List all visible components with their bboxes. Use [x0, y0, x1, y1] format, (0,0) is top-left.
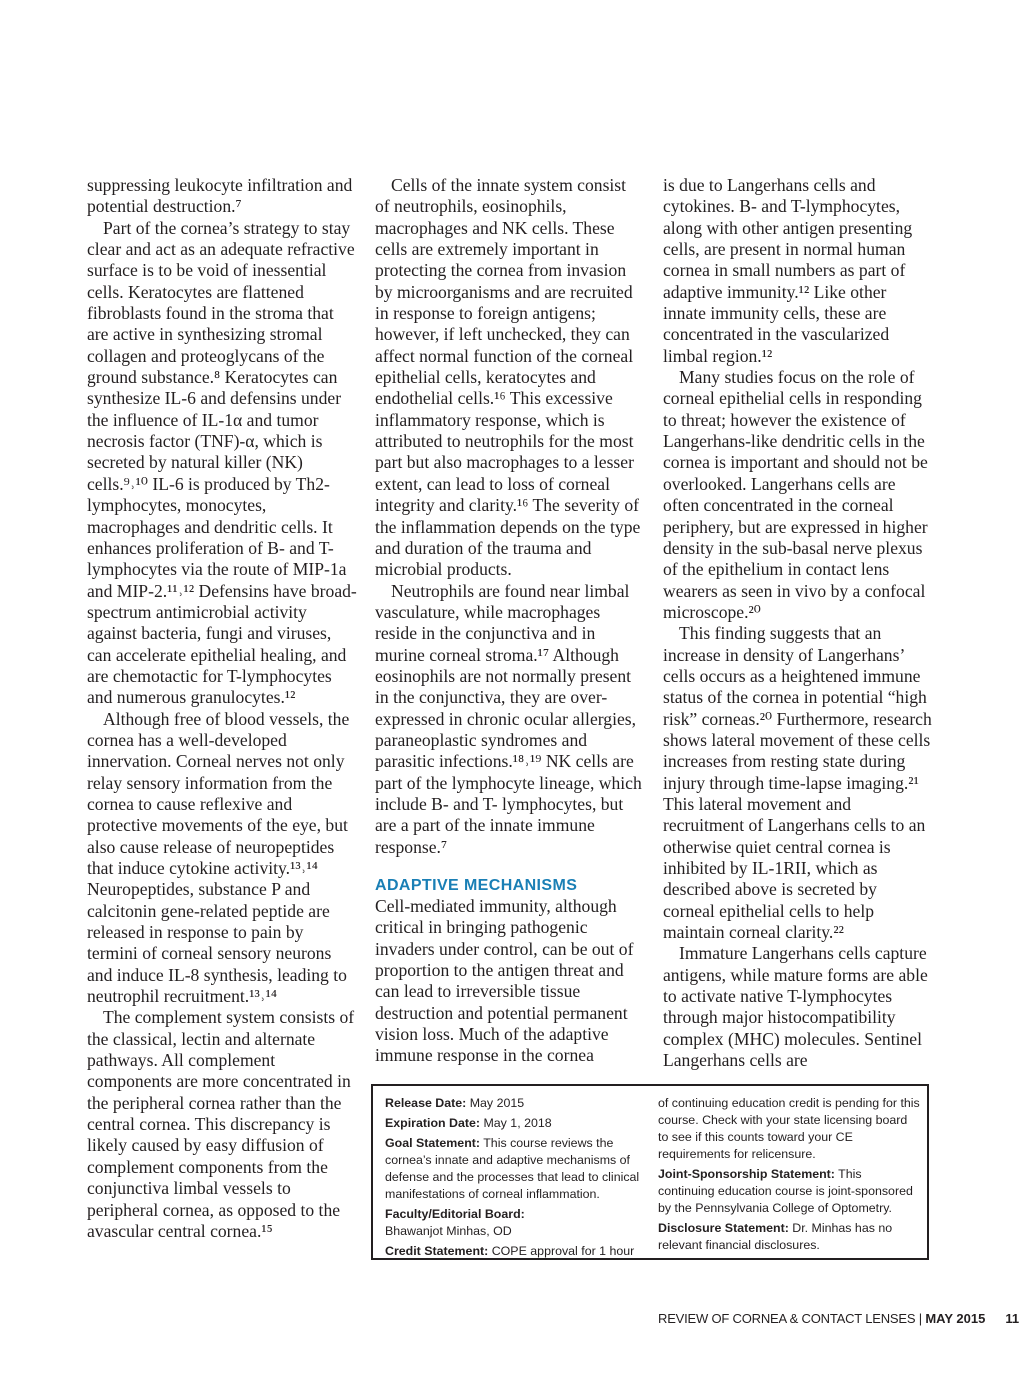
paragraph: The complement system consists of the classical, lectin and alternate pathways. All complement components are more concentrated in the peripheral cornea rather than the central cornea. This discrepancy is likely caused by easy diffusion of complement components from the conjunctiva limbal vessels to peripheral cornea, as opposed to the avascular central cornea.¹⁵ — [87, 1007, 355, 1241]
disclosure-label: Disclosure Statement: — [658, 1221, 789, 1235]
info-box-right-column — [658, 1095, 920, 1257]
release-date — [385, 1095, 647, 1112]
disclosure-statement — [658, 1220, 920, 1254]
goal-statement — [385, 1135, 647, 1203]
joint-sponsorship-statement — [658, 1166, 920, 1217]
ce-info-box — [371, 1084, 929, 1260]
credit-value: COPE approval for 1 hour — [488, 1244, 635, 1258]
paragraph: Part of the cornea’s strategy to stay clear and act as an adequate refractive surface is to be void of inessential cells. Keratocytes are flattened fibroblasts found in the stroma that are active in synthesizing stromal collagen and proteoglycans of the ground substance.⁸ Keratocytes can synthesize IL-6 and defensins under the influence of IL-1α and tumor necrosis factor (TNF)-α, which is secreted by natural killer (NK) cells.⁹˒¹⁰ IL-6 is produced by Th2-lymphocytes, monocytes, macrophages and dendritic cells. It enhances proliferation of B- and T-lymphocytes via the route of MIP-1a and MIP-2.¹¹˒¹² Defensins have broad-spectrum antimicrobial activity against bacteria, fungi and viruses, can accelerate epithelial healing, and are chemotactic for T-lymphocytes and numerous granulocytes.¹² — [87, 217, 357, 708]
info-box-left-column — [385, 1095, 647, 1263]
goal-value: This course reviews the cornea’s innate and adaptive mechanisms of defense and the processes that lead to clinical manifestations of corneal inflammation. — [385, 1136, 640, 1201]
expiration-value: May 1, 2018 — [480, 1116, 552, 1130]
paragraph: Although free of blood vessels, the cornea has a well-developed innervation. Corneal nerves not only relay sensory information from the cornea to cause reflexive and protective movements of the eye, but also cause release of neuropeptides that induce cytokine activity.¹³˒¹⁴ Neuropeptides, substance P and calcitonin gene-related peptide are released in response to pain by termini of corneal sensory neurons and induce IL-8 synthesis, leading to neutrophil recruitment.¹³˒¹⁴ — [87, 708, 350, 1007]
disclosure-value: Dr. Minhas has no relevant financial disclosures. — [658, 1221, 893, 1252]
release-value: May 2015 — [466, 1096, 525, 1110]
paragraph: This finding suggests that an increase in density of Langerhans’ cells occurs as a heightened immune status of the cornea in potential “high risk” corneas.²⁰ Furthermore, research shows lateral movement of these cells increases from resting state during injury through time-lapse imaging.²¹ This lateral movement and recruitment of Langerhans cells to an otherwise quiet central cornea is inhibited by IL-1RII, which as described above is secreted by corneal epithelial cells to help maintain corneal clarity.²² — [663, 623, 932, 943]
paragraph: Cells of the innate system consist of neutrophils, eosinophils, macrophages and NK cells. These cells are extremely important in protecting the cornea from invasion by microorganisms and are recruited in response to foreign antigens; however, if left unchecked, they can affect normal function of the corneal epithelial cells, keratocytes and endothelial cells.¹⁶ This excessive inflammatory response, which is attributed to neutrophils for the most part but also macrophages to a lesser extent, can lead to loss of corneal integrity and clarity.¹⁶ The severity of the inflammation depends on the type and duration of the trauma and microbial products. — [375, 175, 641, 580]
issue-date: MAY 2015 — [925, 1311, 986, 1326]
faculty-value: Bhawanjot Minhas, OD — [385, 1224, 512, 1238]
text-column-2 — [375, 175, 645, 1067]
goal-label: Goal Statement: — [385, 1136, 481, 1150]
paragraph: is due to Langerhans cells and cytokines. B- and T-lymphocytes, along with other antigen presenting cells, are present in normal human cornea in small numbers as part of adaptive immunity.¹² Like other innate immunity cells, these are concentrated in the vascularized limbal region.¹² — [663, 175, 913, 366]
paragraph: Neutrophils are found near limbal vasculature, while macrophages reside in the conjunctiva and in murine corneal stroma.¹⁷ Although eosinophils are not normally present in the conjunctiva, they are over-expressed in chronic ocular allergies, paraneoplastic syndromes and parasitic infections.¹⁸˒¹⁹ NK cells are part of the lymphocyte lineage, which include B- and T- lymphocytes, but are a part of the innate immune response.⁷ — [375, 580, 642, 857]
section-heading: ADAPTIVE MECHANISMS — [375, 877, 578, 894]
faculty-board — [385, 1206, 647, 1240]
credit-statement-continued: of continuing education credit is pending for this course. Check with your state licensing board to see if this counts toward your CE requirements for relicensure. — [658, 1096, 920, 1161]
page-number: 11 — [1005, 1311, 1020, 1326]
text-column-3 — [663, 175, 933, 1071]
expiration-date — [385, 1115, 647, 1132]
paragraph: Immature Langerhans cells capture antigens, while mature forms are able to activate native T-lymphocytes through major histocompatibility complex (MHC) molecules. Sentinel Langerhans cells are — [663, 943, 928, 1071]
page-footer — [658, 1311, 1020, 1326]
paragraph: suppressing leukocyte infiltration and potential destruction.⁷ — [87, 175, 353, 217]
credit-label: Credit Statement: — [385, 1244, 489, 1258]
faculty-label: Faculty/Editorial Board: — [385, 1207, 525, 1221]
publication-name: REVIEW OF CORNEA & CONTACT LENSES | — [658, 1311, 926, 1326]
expiration-label: Expiration Date: — [385, 1116, 481, 1130]
release-label: Release Date: — [385, 1096, 467, 1110]
credit-statement — [385, 1243, 647, 1260]
joint-label: Joint-Sponsorship Statement: — [658, 1167, 835, 1181]
joint-value: This continuing education course is joint-sponsored by the Pennsylvania College of Optometry. — [658, 1167, 913, 1215]
paragraph: Many studies focus on the role of corneal epithelial cells in responding to threat; however the existence of Langerhans-like dendritic cells in the cornea is important and should not be overlooked. Langerhans cells are often concentrated in the corneal periphery, but are expressed in higher density in the sub-basal nerve plexus of the epithelium in contact lens wearers as seen in vivo by a confocal microscope.²⁰ — [663, 367, 928, 622]
paragraph: Cell-mediated immunity, although critical in bringing pathogenic invaders under control, can be out of proportion to the antigen threat and can lead to irreversible tissue destruction and potential permanent vision loss. Much of the adaptive immune response in the cornea — [375, 896, 634, 1066]
text-column-1 — [87, 175, 357, 1242]
